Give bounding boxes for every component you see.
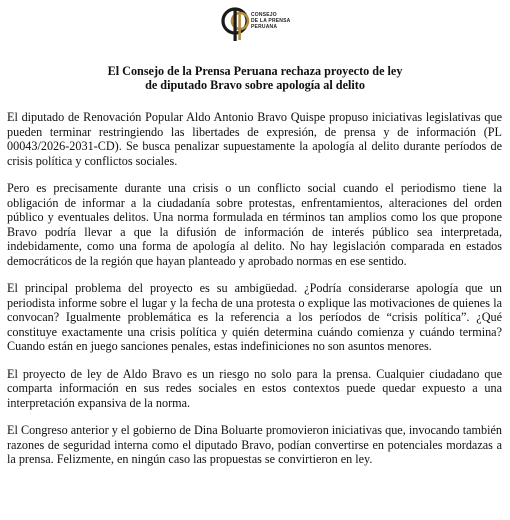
logo-line-2: DE LA PRENSA — [251, 18, 291, 24]
title-line-2: de diputado Bravo sobre apología al delito — [145, 78, 365, 92]
organization-name — [251, 12, 290, 30]
logo-line-3: PERUANA — [251, 24, 278, 30]
paragraph-3: El principal problema del proyecto es su ambigüedad. ¿Podría considerarse apología que un periodista informe sobre el lugar y la fecha de una protesta o explique las motivaciones de quienes la convocan? Igualmente problemática es la referencia a los períodos de “crisis política”. ¿Qué constituye exactamente una crisis política y quién determina cuándo comienza y cuándo termina? Cuando están en juego sanciones penales, estas indefiniciones no son asuntos menores. — [7, 281, 502, 353]
paragraph-5: El Congreso anterior y el gobierno de Dina Boluarte promovieron iniciativas que, invocando también razones de seguridad interna como el diputado Bravo, podían convertirse en potenciales mordazas a la prensa. Felizmente, en ningún caso las propuestas se convirtieron en ley. — [7, 423, 502, 466]
title-line-1: El Consejo de la Prensa Peruana rechaza proyecto de ley — [107, 64, 403, 78]
paragraph-1: El diputado de Renovación Popular Aldo Antonio Bravo Quispe propuso iniciativas legislativas que pueden terminar restringiendo las libertades de expresión, de prensa y de información (PL 00043/2026-2031-CD). Se busca penalizar supuestamente la apología al delito durante períodos de crisis política y conflictos sociales. — [7, 110, 502, 168]
cpp-monogram-icon — [221, 5, 253, 43]
document-title — [0, 64, 510, 92]
document-body — [7, 110, 502, 480]
letterhead — [0, 4, 510, 46]
paragraph-2: Pero es precisamente durante una crisis o un conflicto social cuando el periodismo tiene la obligación de informar a la ciudadanía sobre protestas, enfrentamientos, alteraciones del orden público y eventuales delitos. Una norma formulada en términos tan amplios como los que propone Bravo podría llevar a que la difusión de información de interés público sea interpretada, indebidamente, como una forma de apología al delito. No hay legislación comparada en estados democráticos de la región que hayan planteado y aprobado normas en ese sentido. — [7, 181, 502, 268]
logo-line-1: CONSEJO — [251, 12, 277, 18]
paragraph-4: El proyecto de ley de Aldo Bravo es un riesgo no solo para la prensa. Cualquier ciudadano que comparta información en sus redes sociales en estos contextos puede quedar expuesto a una interpretación expansiva de la norma. — [7, 366, 502, 410]
